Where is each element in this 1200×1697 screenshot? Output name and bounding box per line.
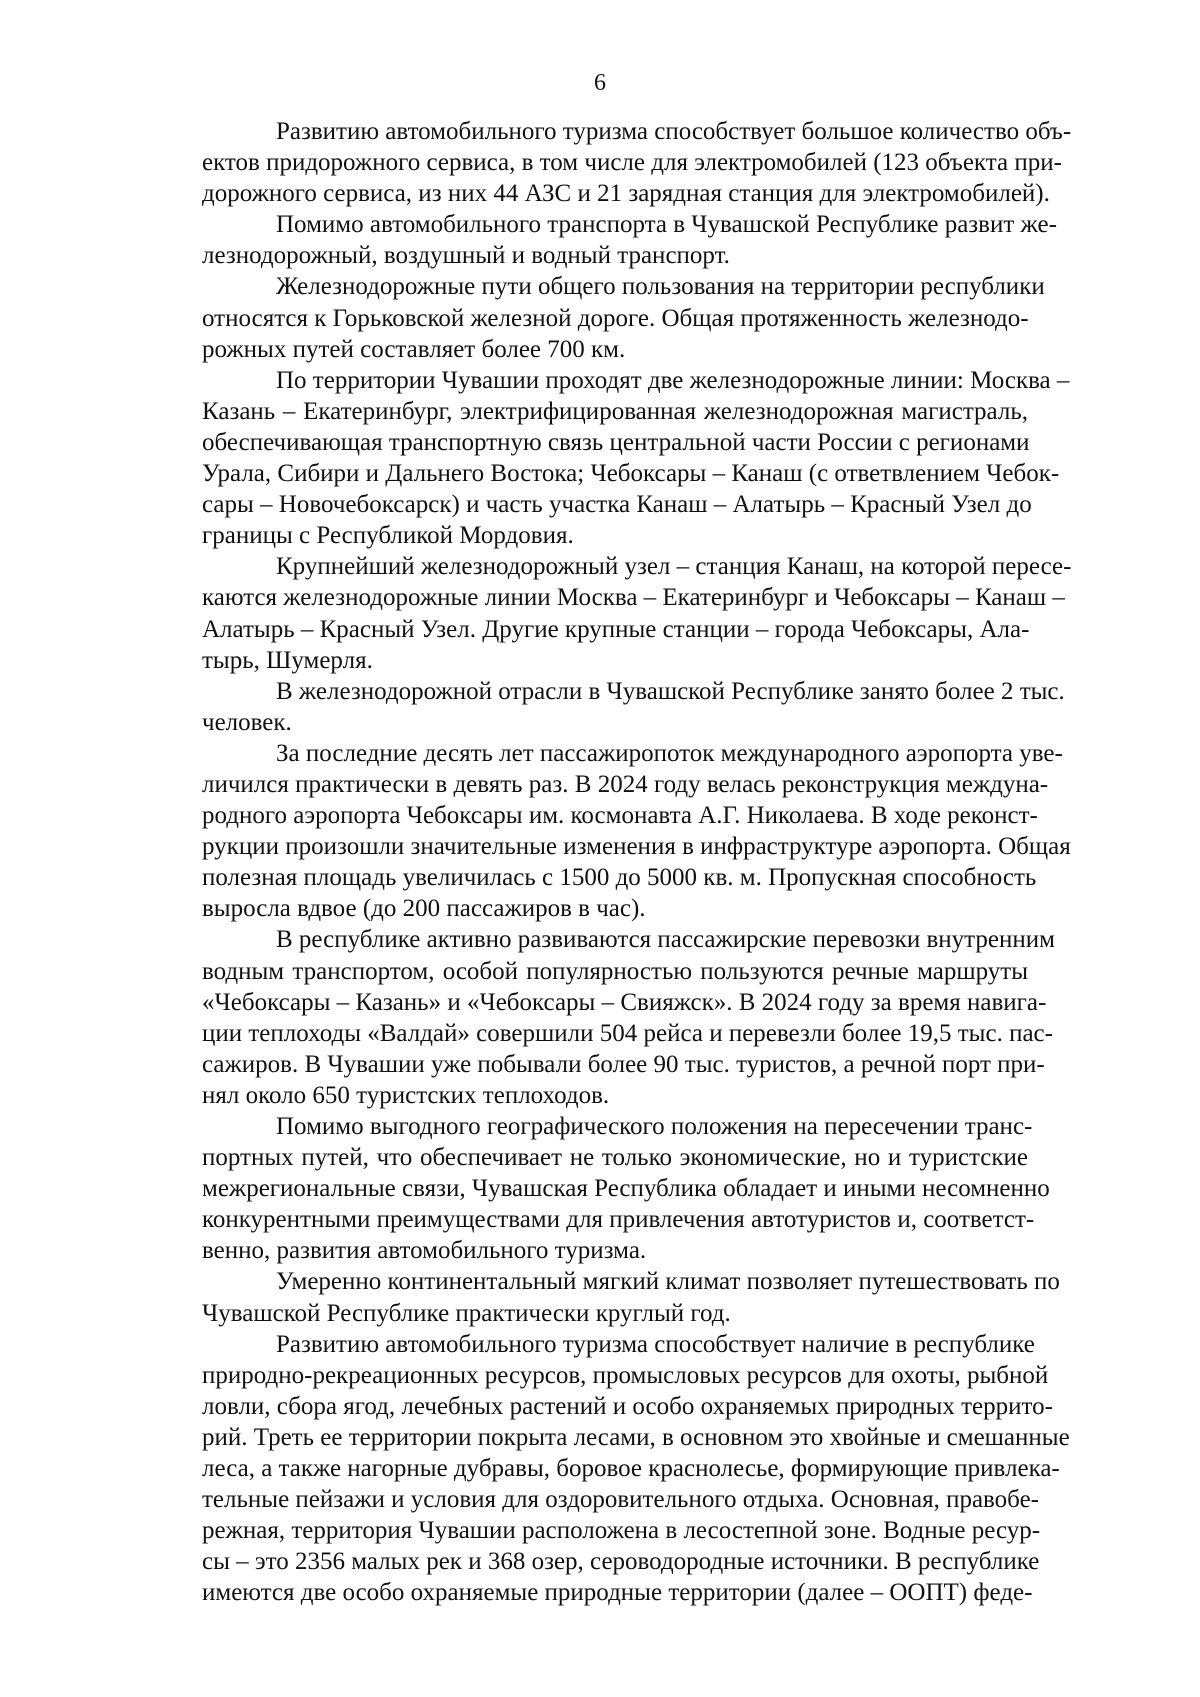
text-line: имеются две особо охраняемые природные территории (далее – ООПТ) феде- [202,1579,1033,1607]
text-line: В республике активно развиваются пассажирские перевозки внутренним [276,926,1055,954]
body-text [0,116,1200,1609]
text-line: Урала, Сибири и Дальнего Востока; Чебоксары – Канаш (с ответвлением Чебок- [202,460,1060,488]
text-line: ектов придорожного сервиса, в том числе для электромобилей (123 объекта при- [202,149,1062,177]
text-line: «Чебоксары – Казань» и «Чебоксары – Свияжск». В 2024 году за время навига- [202,988,1047,1016]
text-line: родного аэропорта Чебоксары им. космонавта А.Г. Николаева. В ходе реконст- [202,802,1038,830]
text-line: Развитию автомобильного туризма способствует большое количество объ- [276,118,1072,145]
page-number: 6 [594,70,606,96]
text-line: водным транспортом, особой популярностью пользуются речные маршруты [202,957,1028,985]
text-line: межрегиональные связи, Чувашская Республика обладает и иными несомненно [202,1175,1050,1203]
text-line: ловли, сбора ягод, лечебных растений и особо охраняемых природных террито- [202,1392,1053,1420]
text-line: рукции произошли значительные изменения в инфраструктуре аэропорта. Общая [202,833,1071,861]
text-line: нял около 650 туристских теплоходов. [202,1081,610,1109]
text-line: Умеренно континентальный мягкий климат позволяет путешествовать по [276,1268,1060,1296]
text-line: Помимо автомобильного транспорта в Чувашской Республике развит же- [276,211,1057,239]
text-line: тырь, Шумерля. [202,646,373,674]
text-line: В железнодорожной отрасли в Чувашской Республике занято более 2 тыс. [276,677,1065,705]
text-line: рожных путей составляет более 700 км. [202,335,626,363]
text-line: По территории Чувашии проходят две железнодорожные линии: Москва – [276,366,1070,394]
text-line: человек. [202,708,292,736]
text-line: сажиров. В Чувашии уже побывали более 90 тыс. туристов, а речной порт при- [202,1050,1045,1078]
text-line: полезная площадь увеличилась с 1500 до 5000 кв. м. Пропускная способность [202,864,1037,892]
text-line: выросла вдвое (до 200 пассажиров в час). [202,895,646,923]
text-line: лезнодорожный, воздушный и водный транспорт. [202,242,730,270]
text-line: личился практически в девять раз. В 2024 году велась реконструкция междуна- [202,770,1049,798]
text-line: рий. Треть ее территории покрыта лесами, в основном это хвойные и смешанные [202,1423,1070,1451]
text-line: За последние десять лет пассажиропоток международного аэропорта уве- [276,739,1063,767]
text-line: Железнодорожные пути общего пользования на территории республики [276,273,1045,301]
text-line: границы с Республикой Мордовия. [202,522,574,550]
text-line: дорожного сервиса, из них 44 АЗС и 21 зарядная станция для электромобилей). [202,180,1050,208]
text-line: Развитию автомобильного туризма способствует наличие в республике [276,1330,1035,1358]
text-line: ции теплоходы «Валдай» совершили 504 рейса и перевезли более 19,5 тыс. пас- [202,1019,1053,1047]
text-line: венно, развития автомобильного туризма. [202,1237,647,1265]
text-line: конкурентными преимуществами для привлечения автотуристов и, соответст- [202,1206,1035,1234]
text-line: Казань – Екатеринбург, электрифицированная железнодорожная магистраль, [202,397,1028,425]
text-line: режная, территория Чувашии расположена в лесостепной зоне. Водные ресур- [202,1517,1041,1545]
text-line: каются железнодорожные линии Москва – Екатеринбург и Чебоксары – Канаш – [202,584,1065,612]
text-line: Помимо выгодного географического положения на пересечении транс- [276,1113,1033,1140]
text-line: обеспечивающая транспортную связь центральной части России с регионами [202,428,1030,456]
text-line: портных путей, что обеспечивает не только экономические, но и туристские [202,1144,1028,1172]
text-line: леса, а также нагорные дубравы, боровое краснолесье, формирующие привлека- [202,1455,1060,1483]
text-line: Чувашской Республике практически круглый год. [202,1299,731,1327]
text-line: Крупнейший железнодорожный узел – станция Канаш, на которой пересе- [276,553,1072,581]
text-line: Алатырь – Красный Узел. Другие крупные станции – города Чебоксары, Ала- [202,615,1030,643]
text-line: тельные пейзажи и условия для оздоровительного отдыха. Основная, правобе- [202,1486,1039,1514]
text-line: сы – это 2356 малых рек и 368 озер, сероводородные источники. В республике [202,1548,1040,1576]
text-line: природно-рекреационных ресурсов, промысловых ресурсов для охоты, рыбной [202,1361,1049,1389]
text-line: относятся к Горьковской железной дороге. Общая протяженность железнодо- [202,304,1029,332]
text-line: сары – Новочебоксарск) и часть участка Канаш – Алатырь – Красный Узел до [202,491,1032,519]
